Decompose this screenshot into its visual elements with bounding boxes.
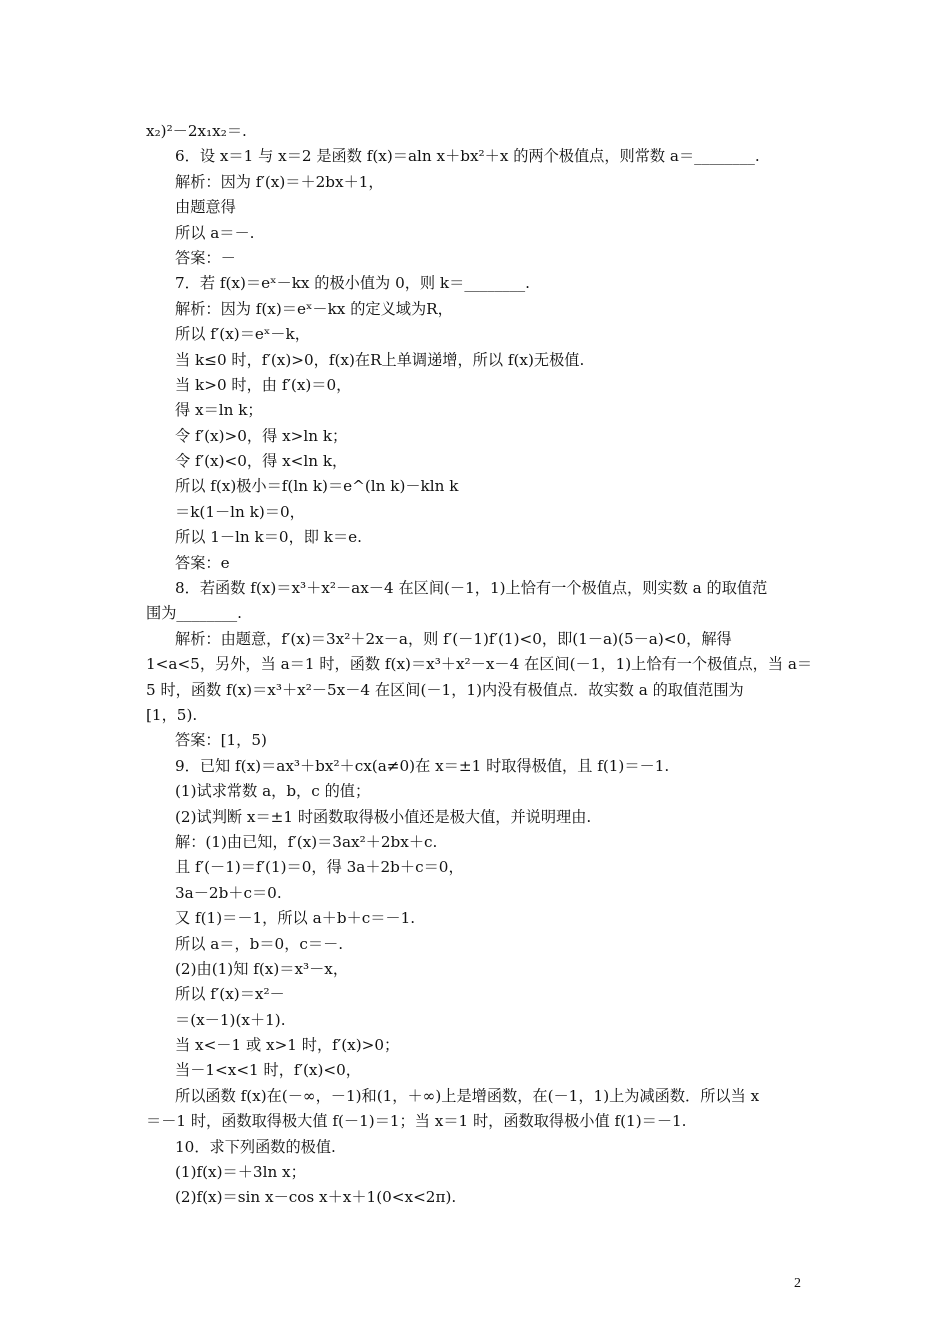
text-line: (1)试求常数 a，b，c 的值；	[175, 782, 371, 801]
text-line: (2)试判断 x＝±1 时函数取得极小值还是极大值，并说明理由.	[175, 807, 592, 826]
text-line: ＝k(1－ln k)＝0，	[175, 502, 305, 521]
text-line: 所以 f′(x)＝eˣ－k，	[175, 325, 310, 344]
text-line: 当 x<－1 或 x>1 时，f′(x)>0；	[175, 1036, 400, 1055]
text-line: 令 f′(x)>0，得 x>ln k；	[175, 426, 348, 445]
text-line: 9．已知 f(x)＝ax³＋bx²＋cx(a≠0)在 x＝±1 时取得极值，且 f(1)＝－1.	[175, 756, 670, 775]
text-line: 由题意得	[175, 198, 236, 217]
text-line: (2)由(1)知 f(x)＝x³－x，	[175, 959, 349, 978]
text-line: 解析：因为 f′(x)＝＋2bx＋1，	[175, 172, 384, 191]
text-line: [1，5).	[146, 705, 198, 724]
text-line: 得 x＝ln k；	[175, 401, 263, 420]
text-line: 所以 a＝，b＝0，c＝－.	[175, 934, 344, 953]
text-line: 又 f(1)＝－1，所以 a＋b＋c＝－1.	[175, 909, 416, 928]
text-line: 所以函数 f(x)在(－∞，－1)和(1，＋∞)上是增函数，在(－1，1)上为减函数．所以当 x	[175, 1086, 760, 1105]
text-line: 解：(1)由已知，f′(x)＝3ax²＋2bx＋c.	[175, 832, 438, 851]
text-line: 所以 a＝－.	[175, 223, 255, 242]
text-line: 所以 f′(x)＝x²－	[175, 985, 285, 1004]
text-line: 答案：－	[175, 248, 236, 267]
text-line: 解析：由题意，f′(x)＝3x²＋2x－a，则 f′(－1)f′(1)<0，即(1－a)(5－a)<0，解得	[175, 629, 732, 648]
text-line: 解析：因为 f(x)＝eˣ－kx 的定义域为R，	[175, 299, 453, 318]
text-line: 当－1<x<1 时，f′(x)<0，	[175, 1061, 361, 1080]
text-line: 当 k≤0 时，f′(x)>0，f(x)在R上单调递增，所以 f(x)无极值.	[175, 350, 585, 369]
text-line: 8．若函数 f(x)＝x³＋x²－ax－4 在区间(－1，1)上恰有一个极值点，则实数 a 的取值范	[175, 579, 768, 598]
text-line: 当 k>0 时，由 f′(x)＝0，	[175, 375, 352, 394]
text-line: 5 时，函数 f(x)＝x³＋x²－5x－4 在区间(－1，1)内没有极值点．故实数 a 的取值范围为	[146, 680, 744, 699]
text-line: x₂)²－2x₁x₂＝.	[146, 122, 247, 140]
text-line: 所以 f(x)极小＝f(ln k)＝e^(ln k)－kln k	[175, 477, 459, 496]
text-line: (1)f(x)＝＋3ln x；	[175, 1163, 306, 1182]
text-line: 10．求下列函数的极值.	[175, 1137, 336, 1156]
text-line: ＝－1 时，函数取得极大值 f(－1)＝1；当 x＝1 时，函数取得极小值 f(1)＝－1.	[146, 1112, 687, 1131]
text-line: 答案：[1，5)	[175, 731, 267, 750]
text-line: 令 f′(x)<0，得 x<ln k，	[175, 452, 348, 471]
text-line: 7．若 f(x)＝eˣ－kx 的极小值为 0，则 k＝________.	[175, 274, 530, 293]
text-line: 1<a<5，另外，当 a＝1 时，函数 f(x)＝x³＋x²－x－4 在区间(－1，1)上恰有一个极值点，当 a＝	[146, 655, 813, 674]
text-line: 答案：e	[175, 553, 230, 572]
text-line: 所以 1－ln k＝0，即 k＝e.	[175, 528, 362, 547]
page-number: 2	[794, 1276, 801, 1291]
text-line: 3a－2b＋c＝0.	[175, 883, 282, 902]
text-line: (2)f(x)＝sin x－cos x＋x＋1(0<x<2π).	[175, 1188, 457, 1207]
text-line: 围为________.	[146, 604, 242, 623]
text-line: ＝(x－1)(x＋1).	[175, 1010, 286, 1029]
text-line: 6．设 x＝1 与 x＝2 是函数 f(x)＝aln x＋bx²＋x 的两个极值点，则常数 a＝________.	[175, 147, 760, 166]
document-body	[146, 119, 813, 1211]
text-line: 且 f′(－1)＝f′(1)＝0，得 3a＋2b＋c＝0，	[175, 858, 464, 877]
